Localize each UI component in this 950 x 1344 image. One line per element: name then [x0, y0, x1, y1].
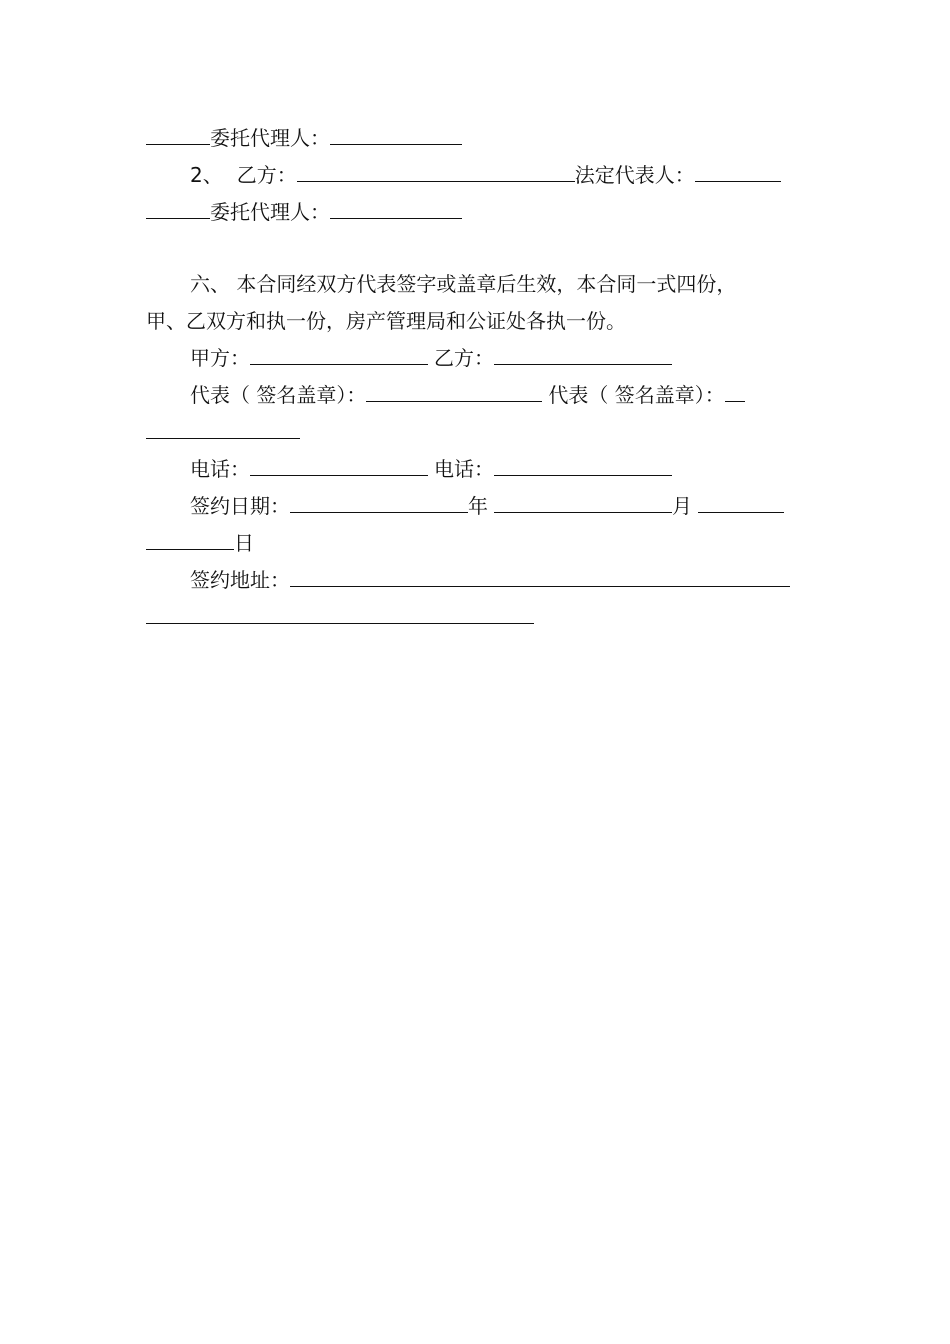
blank-field[interactable]: [146, 124, 210, 145]
party-b-label: 乙方：: [236, 163, 297, 187]
year-blank-field[interactable]: [290, 492, 468, 513]
phone-label-1: 电话：: [190, 457, 250, 481]
rep-sign-label-1: 代表（ 签名盖章）：: [190, 383, 367, 407]
party-b-line: [190, 160, 850, 190]
sign-address-label: 签约地址：: [190, 568, 290, 592]
sign-date-line: [190, 491, 850, 521]
month-blank-field[interactable]: [494, 492, 672, 513]
day-blank-field-cont[interactable]: [146, 529, 234, 550]
sign-date-label: 签约日期：: [190, 494, 290, 518]
party-a-label: 甲方：: [190, 346, 250, 370]
party-b-label-2: 乙方：: [434, 346, 494, 370]
agent-label: 委托代理人：: [210, 200, 330, 224]
phone-blank-field-2[interactable]: [494, 455, 672, 476]
rep-sign-label-2: 代表（ 签名盖章）：: [548, 383, 725, 407]
day-blank-field[interactable]: [698, 492, 784, 513]
clause-six-line-1: 六、 本合同经双方代表签字或盖章后生效，本合同一式四份，: [190, 272, 737, 296]
sign-address-line: [190, 565, 850, 595]
sign-address-blank-field[interactable]: [290, 566, 790, 587]
rep-sign-blank-field-2-cont[interactable]: [146, 418, 300, 439]
phone-label-2: 电话：: [434, 457, 494, 481]
month-label: 月: [672, 494, 692, 518]
legal-rep-label: 法定代表人：: [574, 163, 695, 187]
sign-address-continuation: [146, 602, 806, 632]
day-label: 日: [234, 531, 254, 555]
party-b-number: 2、: [190, 163, 223, 187]
phone-line: [190, 454, 850, 484]
party-a-blank-field[interactable]: [250, 344, 428, 365]
sign-date-continuation: [146, 528, 806, 558]
blank-field[interactable]: [146, 198, 210, 219]
rep-sign-line: [190, 380, 850, 410]
rep-sign-continuation: [146, 417, 806, 447]
rep-sign-blank-field-1[interactable]: [366, 381, 542, 402]
agent-line-1: [146, 123, 806, 153]
party-b-blank-field[interactable]: [297, 161, 575, 182]
party-b-blank-field-2[interactable]: [494, 344, 672, 365]
agent-line-2: [146, 197, 806, 227]
agent-label: 委托代理人：: [210, 126, 330, 150]
agent-blank-field[interactable]: [330, 198, 462, 219]
phone-blank-field-1[interactable]: [250, 455, 428, 476]
rep-sign-blank-field-2[interactable]: [725, 381, 745, 402]
legal-rep-blank-field[interactable]: [695, 161, 781, 182]
year-label: 年: [468, 494, 488, 518]
party-line: [190, 343, 850, 373]
clause-six-line-2: 甲、乙双方和执一份，房产管理局和公证处各执一份。: [146, 309, 626, 333]
sign-address-blank-field-cont[interactable]: [146, 603, 534, 624]
agent-blank-field[interactable]: [330, 124, 462, 145]
